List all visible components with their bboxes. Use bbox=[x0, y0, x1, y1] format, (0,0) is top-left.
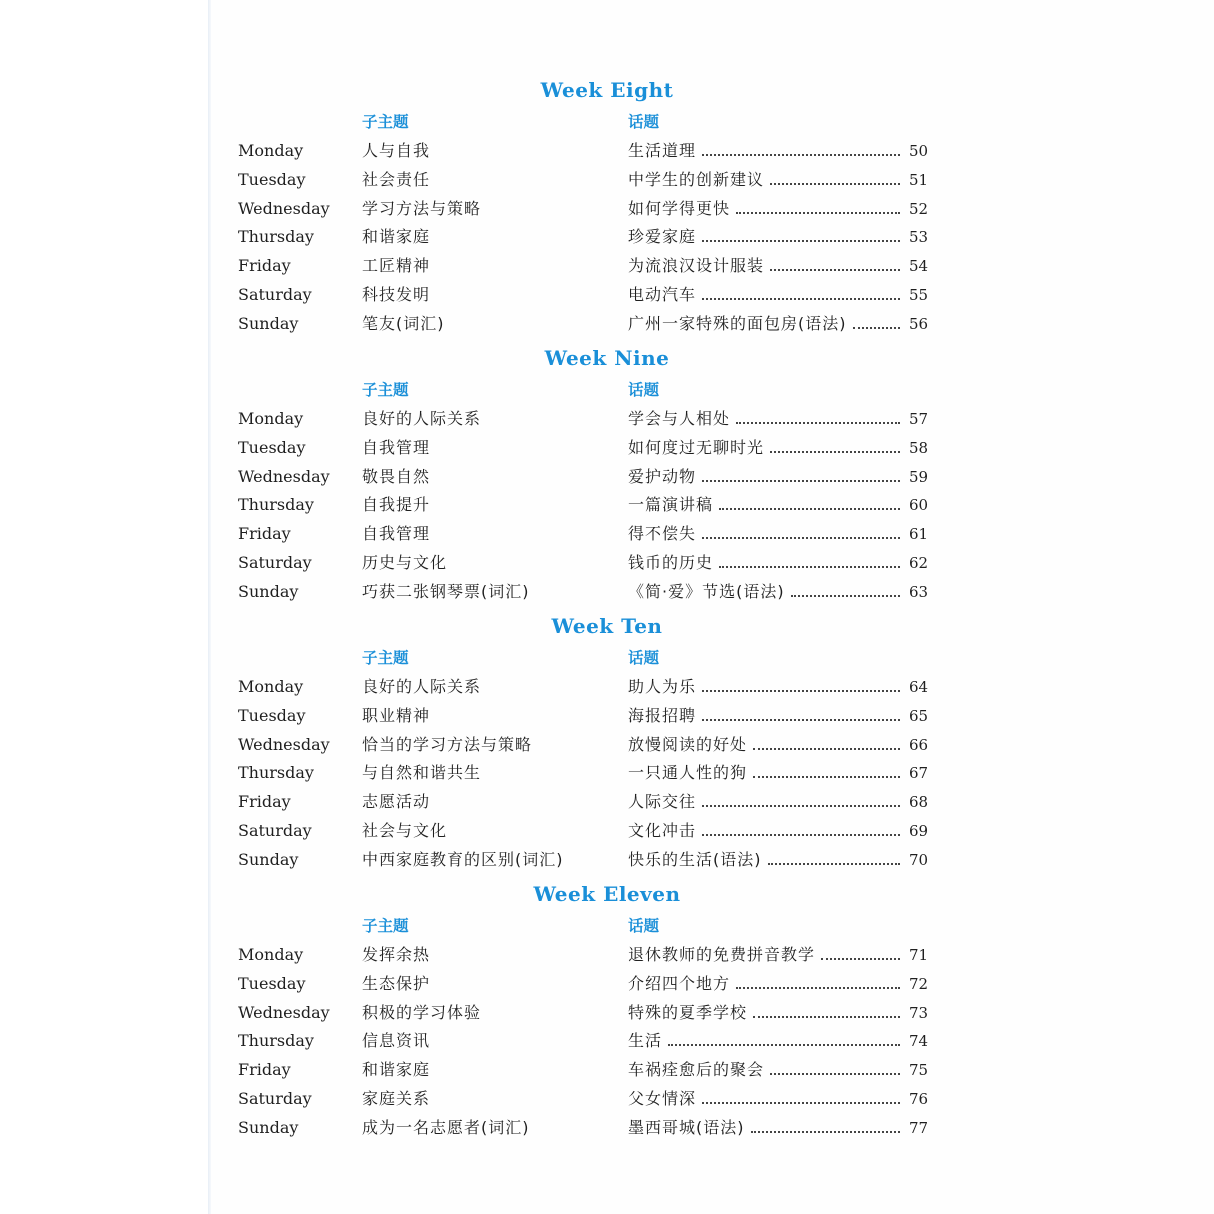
toc-row[interactable] bbox=[0, 140, 1214, 168]
toc-row[interactable] bbox=[0, 552, 1214, 580]
topic-entry bbox=[628, 226, 908, 248]
subtheme-label: 人与自我 bbox=[362, 141, 431, 160]
topic-label: 车祸痊愈后的聚会 bbox=[628, 1060, 765, 1080]
topic-label: 珍爱家庭 bbox=[628, 227, 697, 247]
subtheme-label: 恰当的学习方法与策略 bbox=[362, 734, 533, 754]
subtheme-label: 职业精神 bbox=[362, 705, 431, 725]
page-number: 73 bbox=[909, 1003, 929, 1022]
day-label: Sunday bbox=[238, 849, 299, 869]
subtheme-label: 和谐家庭 bbox=[362, 1060, 431, 1080]
day-label: Monday bbox=[238, 141, 304, 160]
toc-row[interactable] bbox=[0, 255, 1214, 283]
day-label: Thursday bbox=[238, 1031, 314, 1051]
page-number: 53 bbox=[909, 228, 929, 247]
dot-leader bbox=[702, 153, 900, 156]
topic-entry bbox=[628, 494, 908, 516]
week-title: Week Eleven bbox=[533, 882, 681, 906]
subtheme-label: 科技发明 bbox=[362, 285, 431, 304]
dot-leader bbox=[702, 239, 900, 242]
dot-leader bbox=[719, 507, 900, 510]
topic-label: 墨西哥城(语法) bbox=[628, 1117, 745, 1137]
topic-label: 钱币的历史 bbox=[628, 553, 714, 572]
topic-label: 父女情深 bbox=[628, 1089, 697, 1108]
topic-entry bbox=[628, 791, 908, 813]
topic-label: 一只通人性的狗 bbox=[628, 763, 748, 783]
day-label: Friday bbox=[238, 1060, 291, 1080]
subtheme-label: 社会责任 bbox=[362, 169, 431, 189]
topic-entry bbox=[628, 849, 908, 871]
topic-label: 退休教师的免费拼音教学 bbox=[628, 945, 816, 964]
topic-entry bbox=[628, 169, 908, 191]
toc-row[interactable] bbox=[0, 791, 1214, 819]
topic-label: 介绍四个地方 bbox=[628, 973, 731, 993]
topic-label: 海报招聘 bbox=[628, 705, 697, 725]
subtheme-label: 和谐家庭 bbox=[362, 227, 431, 247]
topic-label: 助人为乐 bbox=[628, 677, 697, 696]
topic-label: 文化冲击 bbox=[628, 821, 697, 840]
dot-leader bbox=[770, 182, 900, 185]
day-label: Thursday bbox=[238, 763, 314, 783]
topic-label: 为流浪汉设计服装 bbox=[628, 256, 765, 276]
toc-row[interactable] bbox=[0, 1059, 1214, 1087]
page-number: 54 bbox=[909, 257, 929, 276]
day-label: Wednesday bbox=[238, 1002, 330, 1022]
subtheme-label: 自我提升 bbox=[362, 495, 431, 515]
dot-leader bbox=[702, 804, 900, 807]
day-label: Tuesday bbox=[238, 169, 306, 189]
topic-entry bbox=[628, 944, 908, 966]
dot-leader bbox=[736, 421, 900, 424]
topic-entry bbox=[628, 255, 908, 277]
day-label: Wednesday bbox=[238, 734, 330, 754]
topic-label: 如何学得更快 bbox=[628, 198, 731, 218]
column-header-topic: 话题 bbox=[628, 381, 660, 399]
day-label: Sunday bbox=[238, 581, 299, 601]
topic-entry bbox=[628, 437, 908, 459]
topic-entry bbox=[628, 581, 908, 603]
page-number: 75 bbox=[909, 1061, 929, 1080]
toc-row[interactable] bbox=[0, 284, 1214, 312]
subtheme-label: 历史与文化 bbox=[362, 553, 448, 572]
day-label: Saturday bbox=[238, 1089, 312, 1108]
toc-row[interactable] bbox=[0, 198, 1214, 226]
topic-entry bbox=[628, 762, 908, 784]
topic-label: 特殊的夏季学校 bbox=[628, 1002, 748, 1022]
topic-entry bbox=[628, 820, 908, 842]
day-label: Monday bbox=[238, 409, 304, 428]
topic-label: 放慢阅读的好处 bbox=[628, 734, 748, 754]
day-label: Monday bbox=[238, 677, 304, 696]
page-number: 76 bbox=[909, 1090, 929, 1108]
toc-row[interactable] bbox=[0, 581, 1214, 609]
dot-leader bbox=[702, 718, 900, 721]
dot-leader bbox=[751, 1130, 901, 1133]
topic-label: 如何度过无聊时光 bbox=[628, 437, 765, 457]
page-number: 71 bbox=[909, 946, 929, 964]
day-label: Tuesday bbox=[238, 705, 306, 725]
subtheme-label: 志愿活动 bbox=[362, 792, 431, 812]
page-number: 52 bbox=[909, 199, 929, 218]
toc-row[interactable] bbox=[0, 1002, 1214, 1030]
topic-entry bbox=[628, 1117, 908, 1139]
toc-row[interactable] bbox=[0, 676, 1214, 704]
page-number: 67 bbox=[909, 764, 929, 783]
toc-row[interactable] bbox=[0, 408, 1214, 436]
topic-label: 学会与人相处 bbox=[628, 409, 731, 428]
topic-entry bbox=[628, 552, 908, 574]
day-label: Tuesday bbox=[238, 973, 306, 993]
topic-entry bbox=[628, 676, 908, 698]
topic-entry bbox=[628, 1088, 908, 1110]
page-number: 56 bbox=[909, 314, 929, 333]
page-number: 59 bbox=[909, 467, 929, 486]
topic-entry bbox=[628, 705, 908, 727]
day-label: Monday bbox=[238, 945, 304, 964]
subtheme-label: 学习方法与策略 bbox=[362, 198, 482, 218]
subtheme-label: 笔友(词汇) bbox=[362, 313, 445, 333]
toc-row[interactable] bbox=[0, 1088, 1214, 1116]
subtheme-label: 巧获二张钢琴票(词汇) bbox=[362, 581, 530, 601]
dot-leader bbox=[702, 479, 900, 482]
toc-row[interactable] bbox=[0, 494, 1214, 522]
toc-row[interactable] bbox=[0, 169, 1214, 197]
subtheme-label: 中西家庭教育的区别(词汇) bbox=[362, 849, 564, 869]
dot-leader bbox=[753, 1015, 900, 1018]
day-label: Wednesday bbox=[238, 466, 330, 486]
topic-label: 一篇演讲稿 bbox=[628, 495, 714, 515]
dot-leader bbox=[702, 833, 900, 836]
topic-entry bbox=[628, 734, 908, 756]
page-number: 60 bbox=[909, 496, 929, 515]
dot-leader bbox=[770, 450, 900, 453]
topic-entry bbox=[628, 140, 908, 162]
topic-entry bbox=[628, 1002, 908, 1024]
day-label: Thursday bbox=[238, 227, 314, 247]
topic-entry bbox=[628, 1030, 908, 1052]
week-title: Week Eight bbox=[540, 78, 674, 102]
day-label: Saturday bbox=[238, 285, 312, 304]
topic-label: 快乐的生活(语法) bbox=[628, 849, 762, 869]
dot-leader bbox=[770, 268, 900, 271]
toc-row[interactable] bbox=[0, 849, 1214, 877]
column-header-topic: 话题 bbox=[628, 917, 660, 935]
column-header-topic: 话题 bbox=[628, 113, 660, 131]
day-label: Sunday bbox=[238, 1117, 299, 1137]
topic-entry bbox=[628, 408, 908, 430]
subtheme-label: 家庭关系 bbox=[362, 1089, 431, 1108]
dot-leader bbox=[768, 862, 901, 865]
dot-leader bbox=[668, 1043, 900, 1046]
column-header-subtheme: 子主题 bbox=[362, 113, 409, 131]
page-number: 50 bbox=[909, 142, 929, 160]
page-number: 62 bbox=[909, 554, 929, 572]
subtheme-label: 自我管理 bbox=[362, 437, 431, 457]
topic-entry bbox=[628, 466, 908, 488]
toc-row[interactable] bbox=[0, 944, 1214, 972]
topic-label: 广州一家特殊的面包房(语法) bbox=[628, 313, 847, 333]
subtheme-label: 生态保护 bbox=[362, 973, 431, 993]
dot-leader bbox=[853, 326, 901, 329]
subtheme-label: 工匠精神 bbox=[362, 256, 431, 276]
day-label: Sunday bbox=[238, 313, 299, 333]
page-number: 61 bbox=[909, 525, 929, 544]
day-label: Saturday bbox=[238, 821, 312, 840]
dot-leader bbox=[702, 1101, 900, 1104]
day-label: Saturday bbox=[238, 553, 312, 572]
day-label: Thursday bbox=[238, 495, 314, 515]
page-number: 51 bbox=[909, 170, 929, 189]
dot-leader bbox=[702, 689, 900, 692]
column-header-subtheme: 子主题 bbox=[362, 381, 409, 399]
toc-row[interactable] bbox=[0, 705, 1214, 733]
toc-row[interactable] bbox=[0, 226, 1214, 254]
dot-leader bbox=[736, 986, 900, 989]
dot-leader bbox=[821, 957, 900, 960]
toc-row[interactable] bbox=[0, 466, 1214, 494]
subtheme-label: 自我管理 bbox=[362, 524, 431, 544]
week-title: Week Ten bbox=[551, 614, 663, 638]
page-number: 74 bbox=[909, 1032, 929, 1051]
topic-label: 生活 bbox=[628, 1031, 663, 1051]
dot-leader bbox=[736, 211, 900, 214]
column-header-topic: 话题 bbox=[628, 649, 660, 667]
toc-row[interactable] bbox=[0, 973, 1214, 1001]
page-number: 63 bbox=[909, 582, 929, 601]
subtheme-label: 敬畏自然 bbox=[362, 466, 431, 486]
subtheme-label: 信息资讯 bbox=[362, 1031, 431, 1051]
week-title: Week Nine bbox=[544, 346, 670, 370]
topic-label: 《简·爱》节选(语法) bbox=[628, 581, 785, 601]
dot-leader bbox=[702, 536, 900, 539]
topic-entry bbox=[628, 973, 908, 995]
dot-leader bbox=[791, 594, 900, 597]
day-label: Friday bbox=[238, 524, 291, 544]
page-number: 69 bbox=[909, 822, 929, 840]
toc-row[interactable] bbox=[0, 313, 1214, 341]
day-label: Friday bbox=[238, 256, 291, 276]
day-label: Tuesday bbox=[238, 437, 306, 457]
dot-leader bbox=[719, 565, 900, 568]
page-number: 58 bbox=[909, 438, 929, 457]
dot-leader bbox=[770, 1072, 900, 1075]
page-number: 57 bbox=[909, 410, 929, 428]
topic-label: 电动汽车 bbox=[628, 285, 697, 304]
column-header-subtheme: 子主题 bbox=[362, 649, 409, 667]
topic-entry bbox=[628, 198, 908, 220]
subtheme-label: 成为一名志愿者(词汇) bbox=[362, 1117, 530, 1137]
toc-row[interactable] bbox=[0, 762, 1214, 790]
toc-row[interactable] bbox=[0, 1030, 1214, 1058]
page-number: 70 bbox=[909, 850, 929, 869]
page-number: 77 bbox=[909, 1118, 929, 1137]
dot-leader bbox=[702, 297, 900, 300]
topic-label: 爱护动物 bbox=[628, 466, 697, 486]
topic-label: 人际交往 bbox=[628, 792, 697, 812]
toc-row[interactable] bbox=[0, 1117, 1214, 1145]
page-number: 55 bbox=[909, 286, 929, 304]
topic-label: 中学生的创新建议 bbox=[628, 169, 765, 189]
dot-leader bbox=[753, 747, 900, 750]
page-number: 64 bbox=[909, 678, 929, 696]
day-label: Friday bbox=[238, 792, 291, 812]
subtheme-label: 良好的人际关系 bbox=[362, 409, 482, 428]
page-number: 68 bbox=[909, 793, 929, 812]
subtheme-label: 良好的人际关系 bbox=[362, 677, 482, 696]
toc-row[interactable] bbox=[0, 734, 1214, 762]
toc-row[interactable] bbox=[0, 523, 1214, 551]
topic-entry bbox=[628, 1059, 908, 1081]
dot-leader bbox=[753, 775, 900, 778]
subtheme-label: 发挥余热 bbox=[362, 945, 431, 964]
subtheme-label: 社会与文化 bbox=[362, 821, 448, 840]
topic-entry bbox=[628, 523, 908, 545]
page-number: 72 bbox=[909, 974, 929, 993]
toc-row[interactable] bbox=[0, 437, 1214, 465]
topic-entry bbox=[628, 284, 908, 306]
subtheme-label: 积极的学习体验 bbox=[362, 1002, 482, 1022]
topic-entry bbox=[628, 313, 908, 335]
topic-label: 得不偿失 bbox=[628, 524, 697, 544]
page-number: 65 bbox=[909, 706, 929, 725]
page-number: 66 bbox=[909, 735, 929, 754]
subtheme-label: 与自然和谐共生 bbox=[362, 763, 482, 783]
topic-label: 生活道理 bbox=[628, 141, 697, 160]
column-header-subtheme: 子主题 bbox=[362, 917, 409, 935]
toc-row[interactable] bbox=[0, 820, 1214, 848]
day-label: Wednesday bbox=[238, 198, 330, 218]
